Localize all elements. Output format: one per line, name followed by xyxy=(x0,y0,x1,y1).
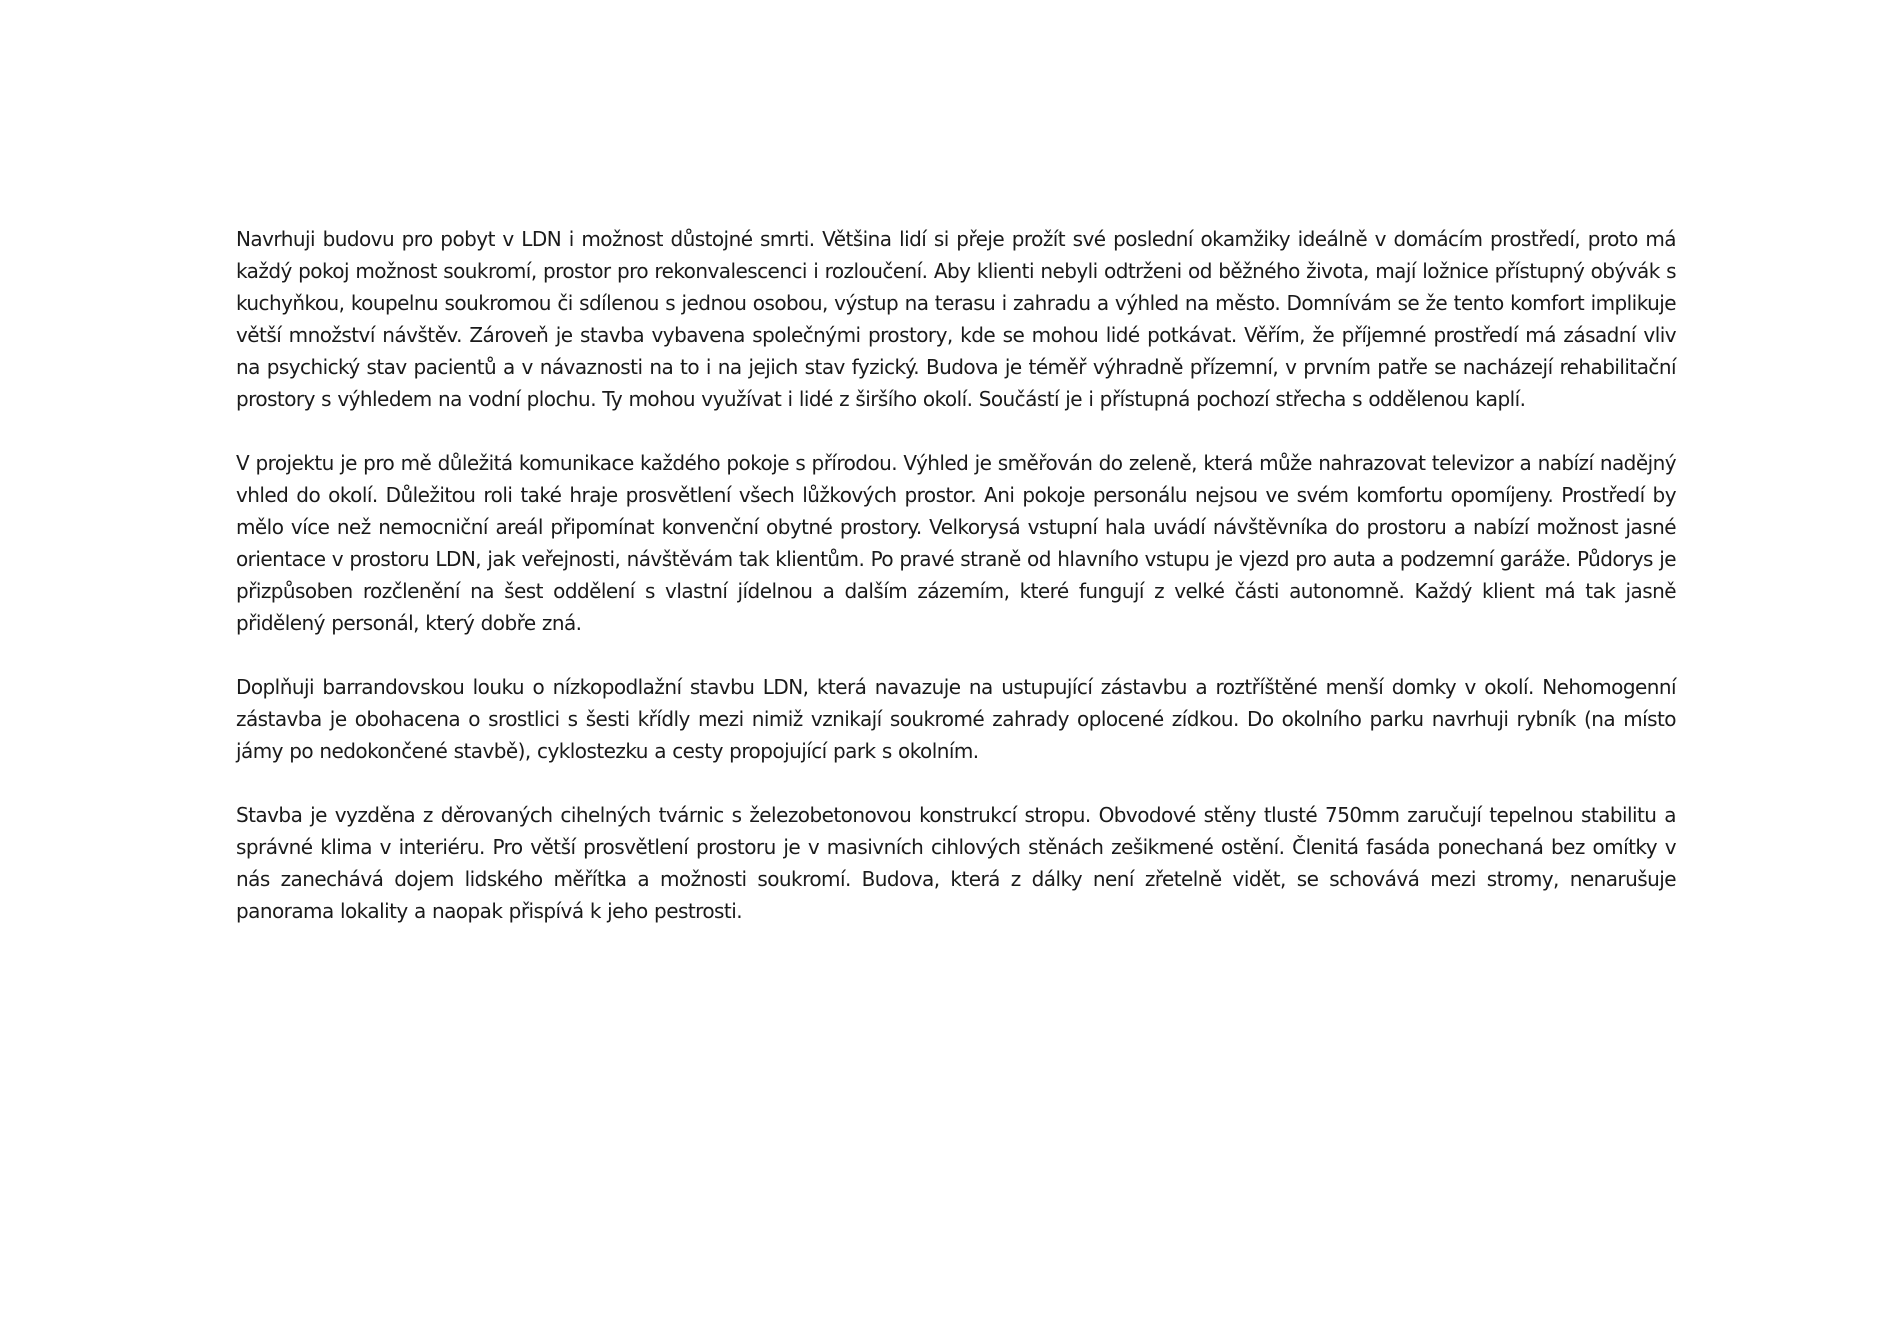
paragraph-construction: Stavba je vyzděna z děrovaných cihelných tvárnic s železobetonovou konstrukcí stropu. Obvodové stěny tlusté 750mm zaručují tepelnou stabilitu a správné klima v interiéru. Pro větší prosvětlení prostoru je v masivních cihlových stěnách zešikmené ostění. Členitá fasáda ponechaná bez omítky v nás zanechává dojem lidského měřítka a možnosti soukromí. Budova, která z dálky není zřetelně vidět, se schovává mezi stromy, nenarušuje panorama lokality a naopak přispívá k jeho pestrosti. xyxy=(236,803,1676,923)
paragraph-intro: Navrhuji budovu pro pobyt v LDN i možnost důstojné smrti. Většina lidí si přeje prožít své poslední okamžiky ideálně v domácím prostředí, proto má každý pokoj možnost soukromí, prostor pro rekonvalescenci i rozloučení. Aby klienti nebyli odtrženi od běžného života, mají ložnice přístupný obývák s kuchyňkou, koupelnu soukromou či sdílenou s jednou osobou, výstup na terasu i zahradu a výhled na město. Domnívám se že tento komfort implikuje větší množství návštěv. Zároveň je stavba vybavena společnými prostory, kde se mohou lidé potkávat. Věřím, že příjemné prostředí má zásadní vliv na psychický stav pacientů a v návaznosti na to i na jejich stav fyzický. Budova je téměř výhradně přízemní, v prvním patře se nacházejí rehabilitační prostory s výhledem na vodní plochu. Ty mohou využívat i lidé z širšího okolí. Součástí je i přístupná pochozí střecha s oddělenou kaplí. xyxy=(236,227,1676,411)
paragraph-site: Doplňuji barrandovskou louku o nízkopodlažní stavbu LDN, která navazuje na ustupující zástavbu a roztříštěné menší domky v okolí. Nehomogenní zástavba je obohacena o srostlici s šesti křídly mezi nimiž vznikají soukromé zahrady oplocené zídkou. Do okolního parku navrhuji rybník (na místo jámy po nedokončené stavbě), cyklostezku a cesty propojující park s okolním. xyxy=(236,675,1676,763)
body-text xyxy=(236,223,1676,927)
paragraph-nature: V projektu je pro mě důležitá komunikace každého pokoje s přírodou. Výhled je směřován do zeleně, která může nahrazovat televizor a nabízí nadějný vhled do okolí. Důležitou roli také hraje prosvětlení všech lůžkových prostor. Ani pokoje personálu nejsou ve svém komfortu opomíjeny. Prostředí by mělo více než nemocniční areál připomínat konvenční obytné prostory. Velkorysá vstupní hala uvádí návštěvníka do prostoru a nabízí možnost jasné orientace v prostoru LDN, jak veřejnosti, návštěvám tak klientům. Po pravé straně od hlavního vstupu je vjezd pro auta a podzemní garáže. Půdorys je přizpůsoben rozčlenění na šest oddělení s vlastní jídelnou a dalším zázemím, které fungují z velké části autonomně. Každý klient má tak jasně přidělený personál, který dobře zná. xyxy=(236,451,1676,635)
